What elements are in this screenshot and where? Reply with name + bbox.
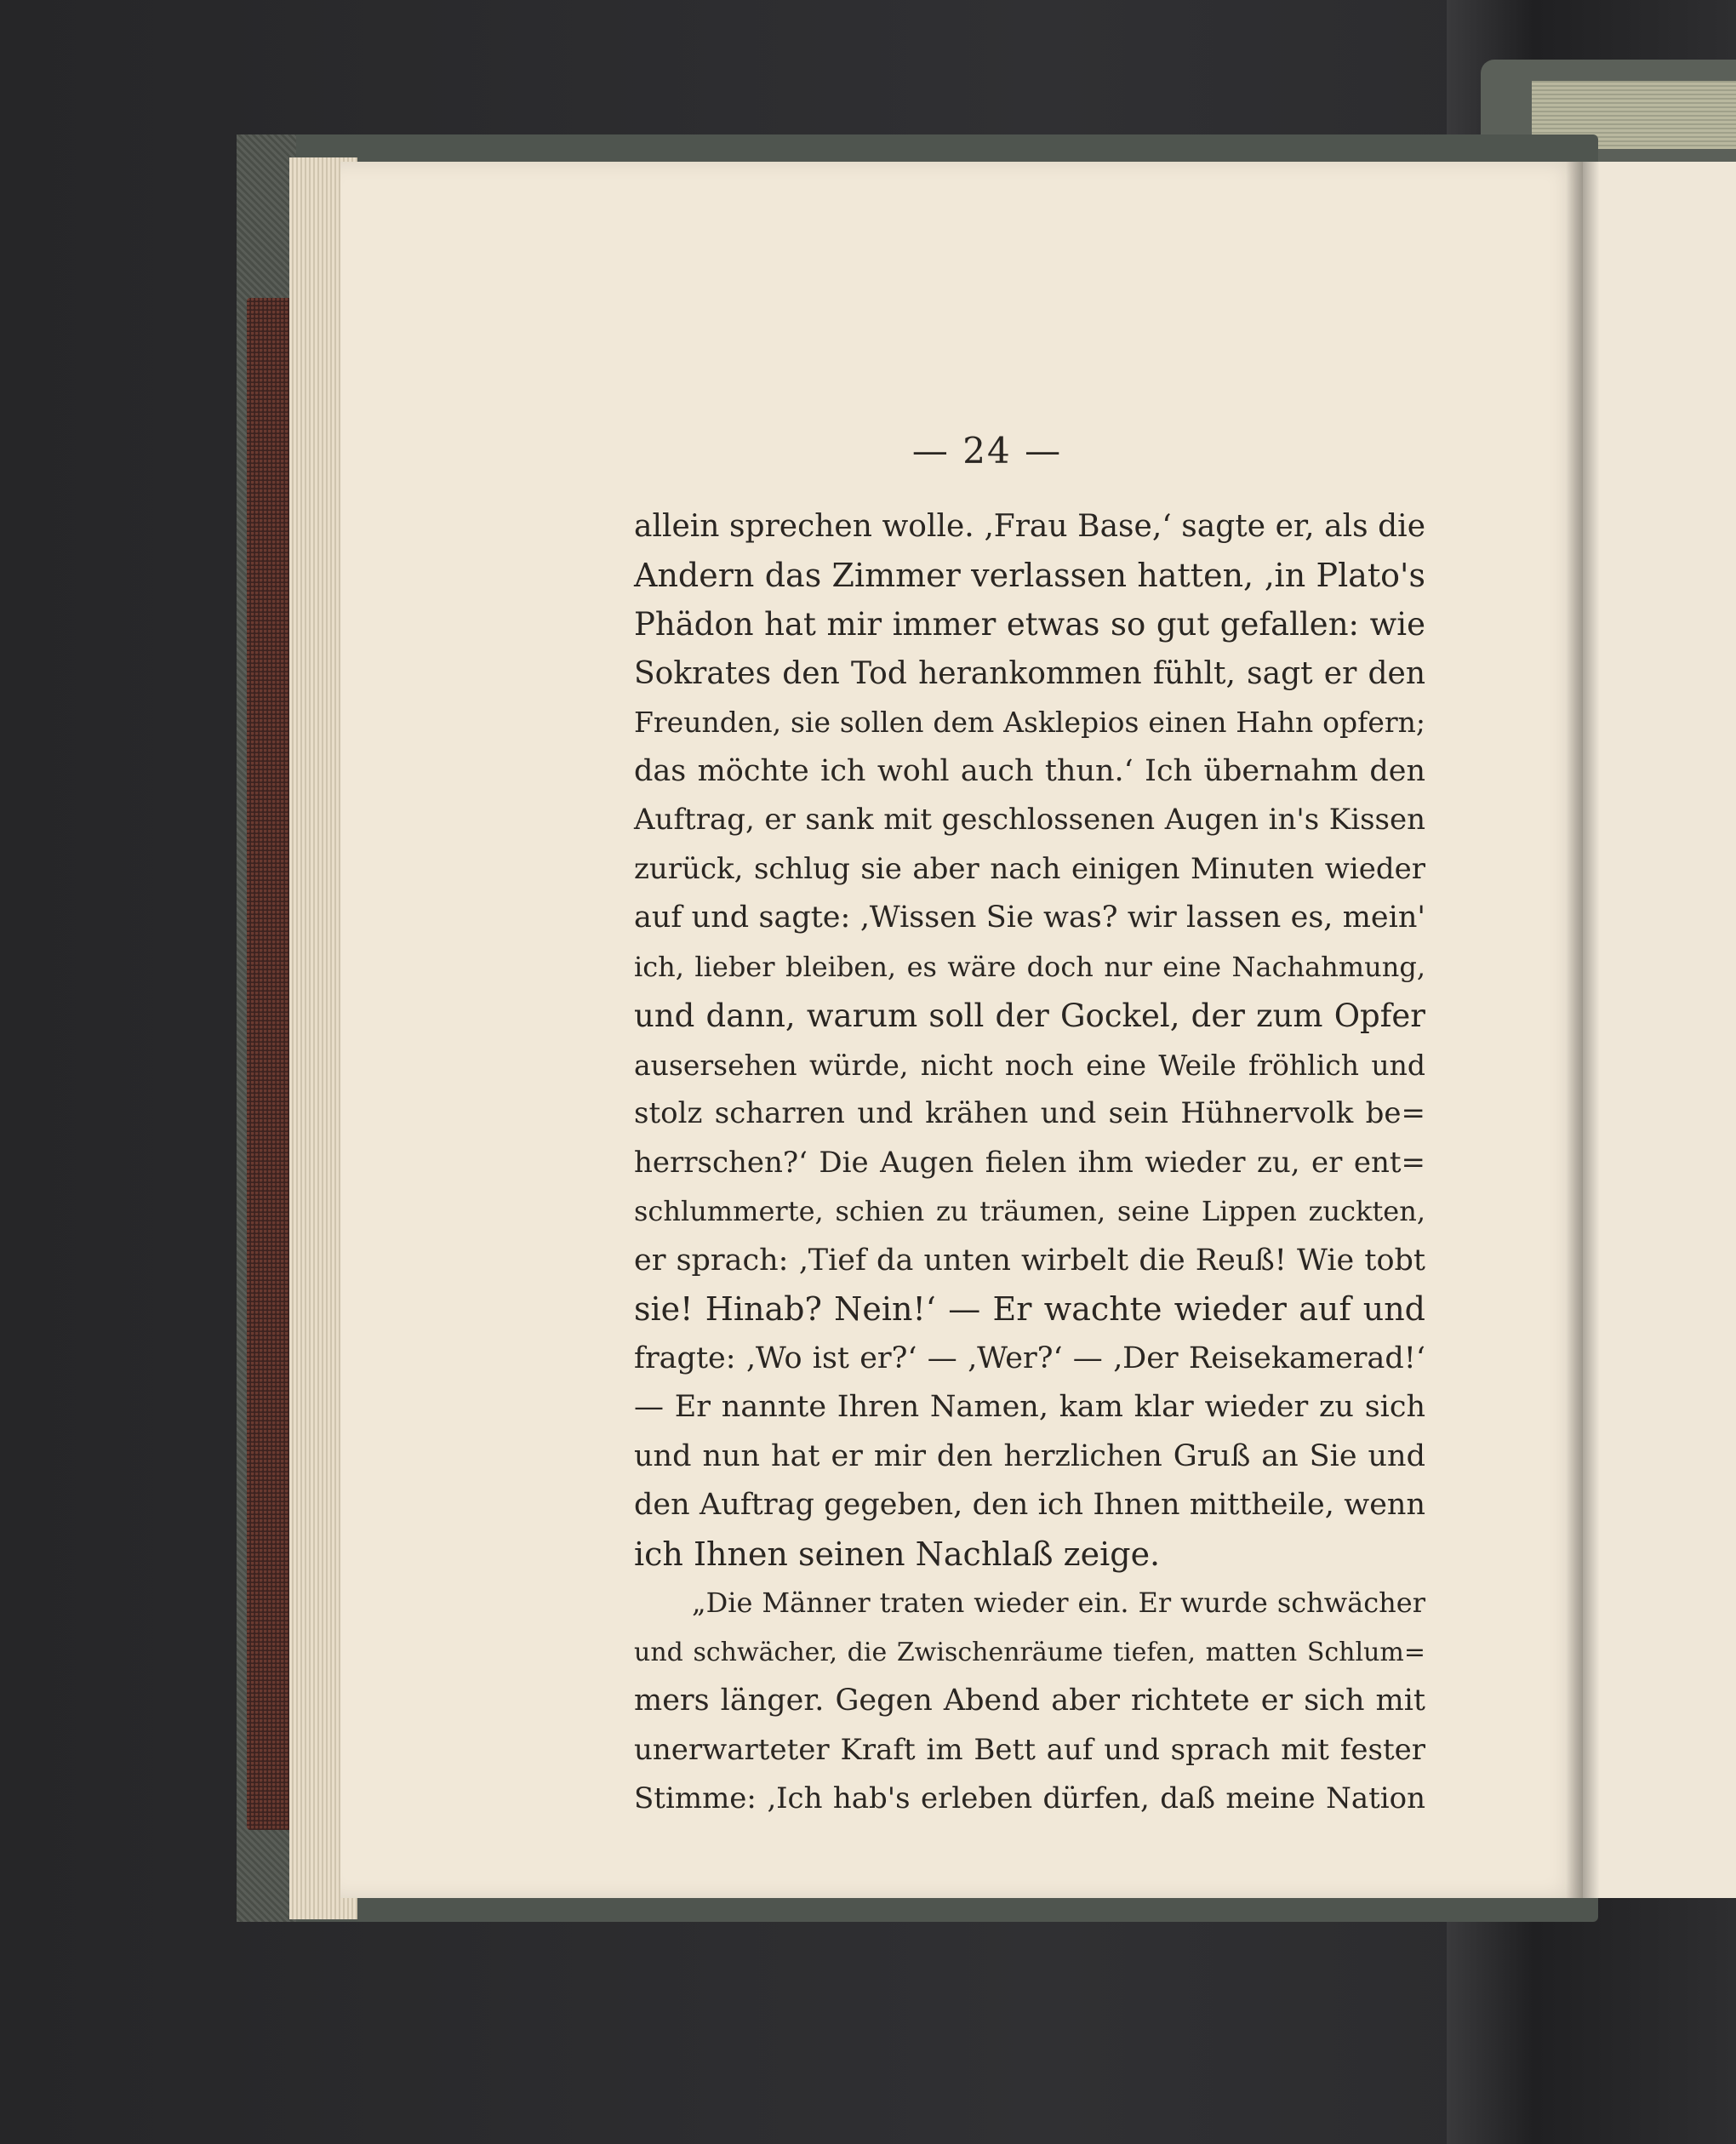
text-line: allein sprechen wolle. ‚Frau Base,‘ sagte er, als die <box>634 509 1425 544</box>
text-line: ich Ihnen seinen Nachlaß zeige. <box>634 1535 1161 1573</box>
text-line: unerwarteter Kraft im Bett auf und sprach mit fester <box>634 1732 1425 1767</box>
text-line: das möchte ich wohl auch thun.‘ Ich übernahm den <box>634 753 1425 788</box>
text-line: Andern das Zimmer verlassen hatten, ‚in Plato's <box>634 556 1425 594</box>
text-line: er sprach: ‚Tief da unten wirbelt die Reuß! Wie tobt <box>634 1243 1425 1278</box>
text-line: auf und sagte: ‚Wissen Sie was? wir lassen es, mein' <box>634 900 1425 935</box>
text-line: Freunden, sie sollen dem Asklepios einen Hahn opfern; <box>634 706 1425 739</box>
text-line: mers länger. Gegen Abend aber richtete er sich mit <box>634 1684 1425 1718</box>
text-line: und dann, warum soll der Gockel, der zum Opfer <box>634 998 1425 1034</box>
text-line: den Auftrag gegeben, den ich Ihnen mittheile, wenn <box>634 1488 1425 1522</box>
gutter-shadow <box>1566 162 1600 1898</box>
text-line: zurück, schlug sie aber nach einigen Minuten wieder <box>634 851 1425 886</box>
page-body-text <box>634 502 1425 1824</box>
text-line: sie! Hinab? Nein!‘ — Er wachte wieder auf und <box>634 1290 1425 1328</box>
text-line: und schwächer, die Zwischenräume tiefen, matten Schlum= <box>634 1637 1425 1667</box>
text-line: Auftrag, er sank mit geschlossenen Augen in's Kissen <box>634 803 1425 837</box>
page-number: — 24 — <box>911 430 1063 472</box>
text-line: schlummerte, schien zu träumen, seine Lippen zuckten, <box>634 1195 1425 1227</box>
text-line: herrschen?‘ Die Augen fielen ihm wieder zu, er ent= <box>634 1145 1425 1180</box>
text-line: „Die Männer traten wieder ein. Er wurde schwächer <box>692 1587 1425 1619</box>
text-line: Stimme: ‚Ich hab's erleben dürfen, daß meine Nation <box>634 1781 1425 1815</box>
facing-page <box>1581 162 1736 1898</box>
text-line: Phädon hat mir immer etwas so gut gefallen: wie <box>634 606 1425 643</box>
text-line: ausersehen würde, nicht noch eine Weile fröhlich und <box>634 1048 1425 1082</box>
text-line: stolz scharren und krähen und sein Hühnervolk be= <box>634 1096 1425 1130</box>
text-line: Sokrates den Tod herankommen fühlt, sagt er den <box>634 655 1425 691</box>
text-line: und nun hat er mir den herzlichen Gruß an Sie und <box>634 1438 1425 1473</box>
text-line: fragte: ‚Wo ist er?‘ — ‚Wer?‘ — ‚Der Reisekamerad!‘ <box>634 1341 1425 1375</box>
text-line: ich, lieber bleiben, es wäre doch nur eine Nachahmung, <box>634 950 1425 983</box>
text-line: — Er nannte Ihren Namen, kam klar wieder zu sich <box>634 1390 1425 1424</box>
